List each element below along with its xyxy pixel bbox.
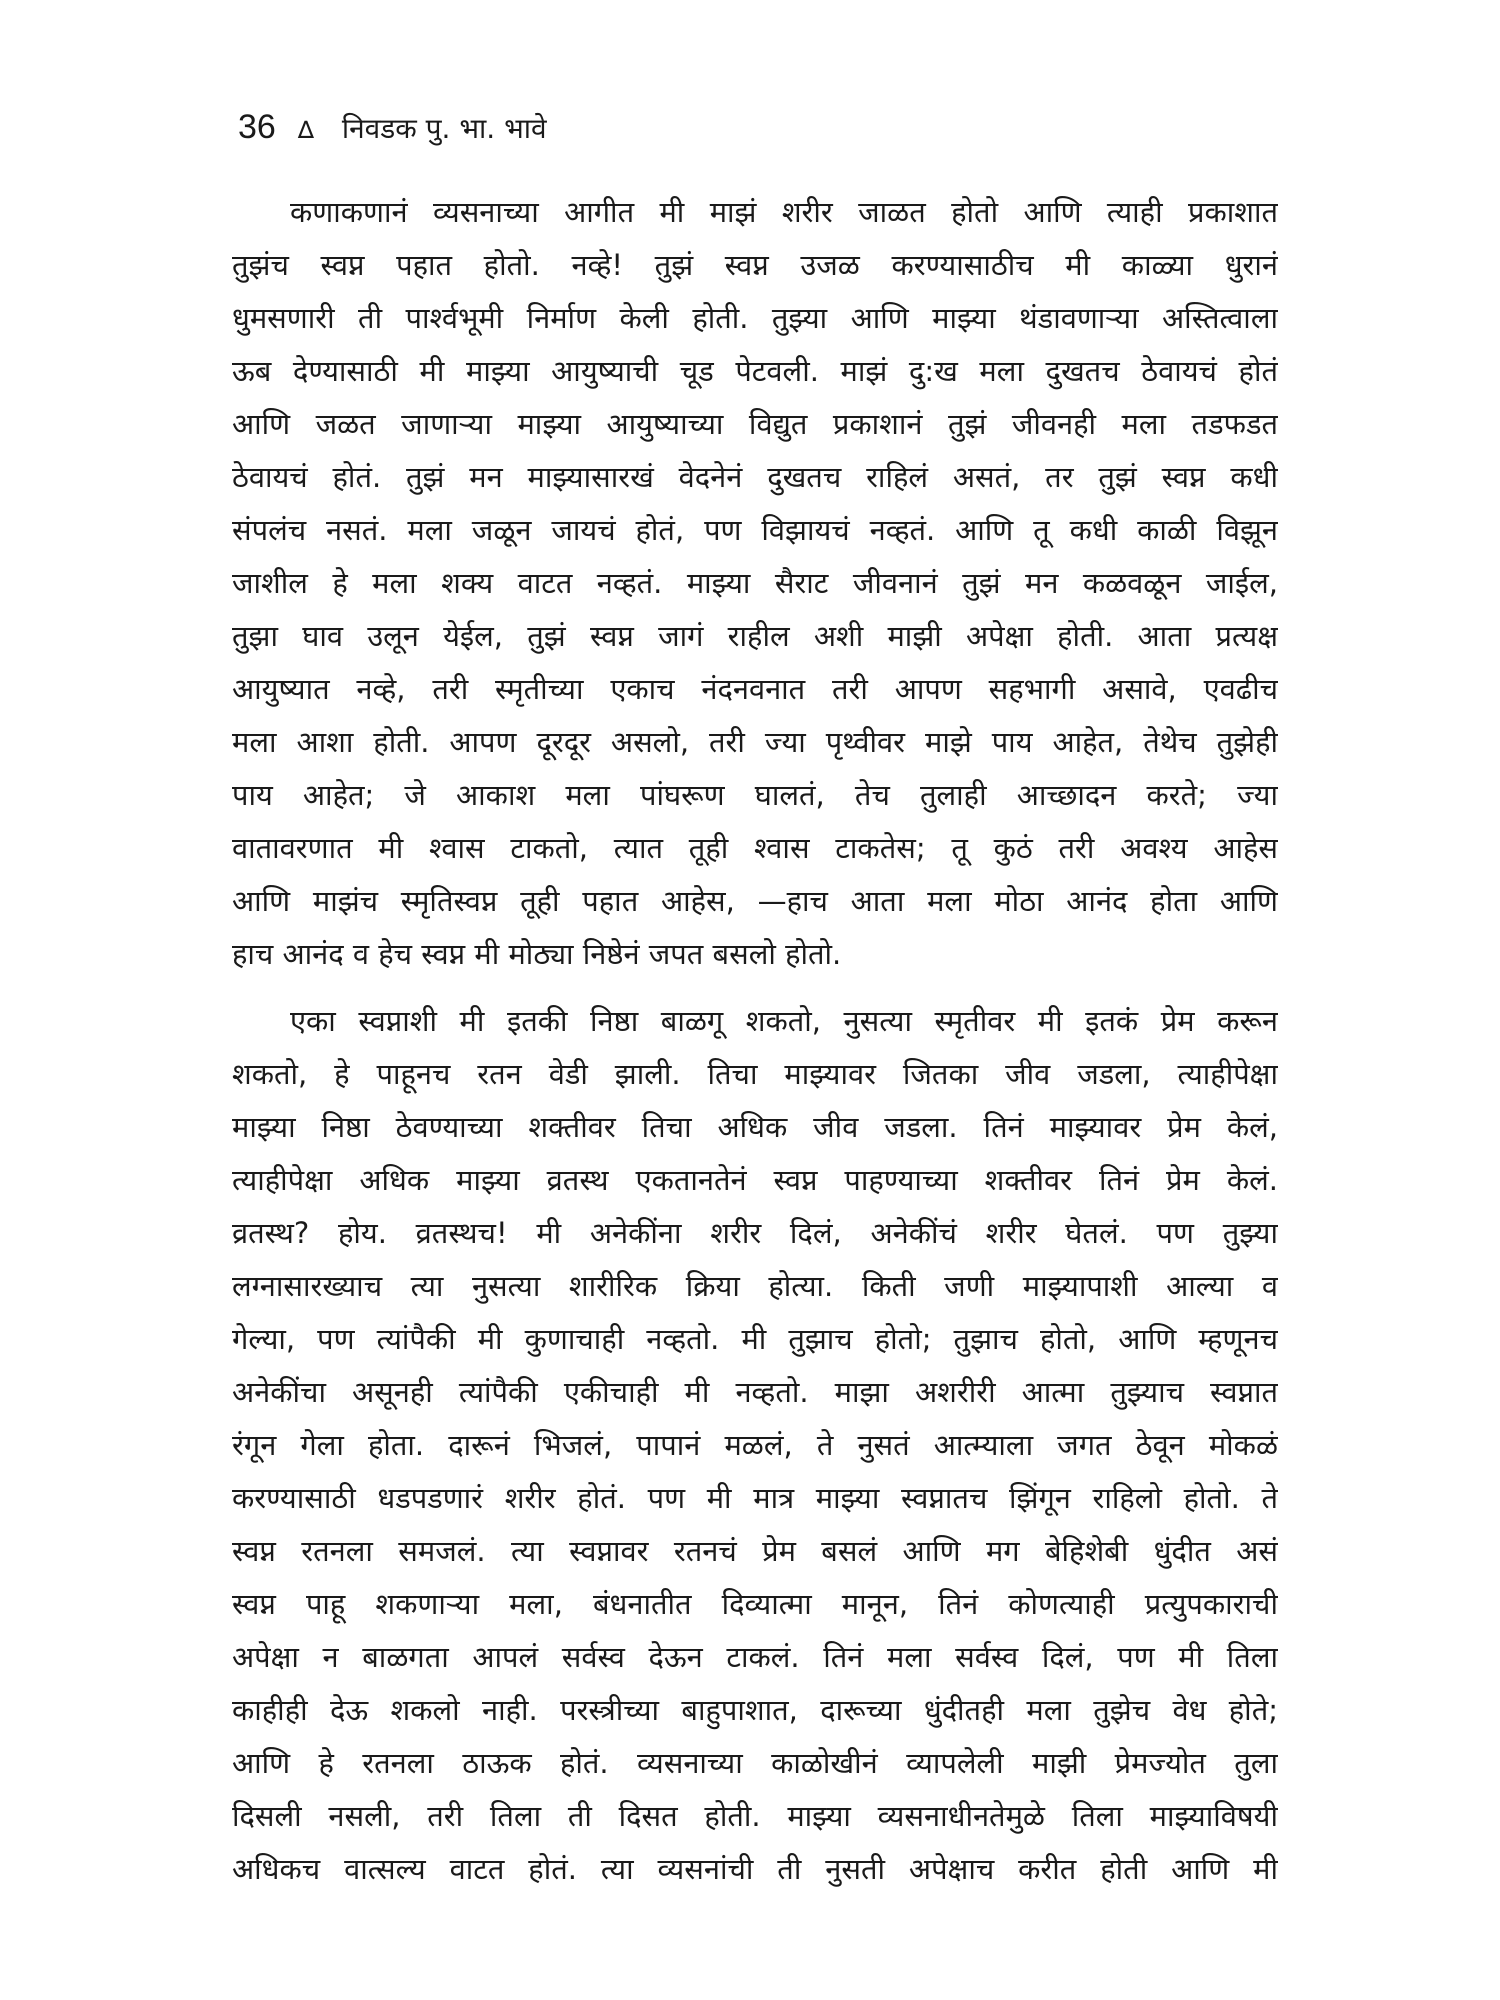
text-line: आणि माझंच स्मृतिस्वप्न तूही पहात आहेस, —हाच आता मला मोठा आनंद होता आणि xyxy=(232,884,1278,918)
text-line: शकतो, हे पाहूनच रतन वेडी झाली. तिचा माझ्यावर जितका जीव जडला, त्याहीपेक्षा xyxy=(232,1057,1278,1091)
text-line: गेल्या, पण त्यांपैकी मी कुणाचाही नव्हतो. मी तुझाच होतो; तुझाच होतो, आणि म्हणूनच xyxy=(232,1322,1278,1356)
text-line: जाशील हे मला शक्य वाटत नव्हतं. माझ्या सैराट जीवनानं तुझं मन कळवळून जाईल, xyxy=(232,566,1278,600)
text-line: अधिकच वात्सल्य वाटत होतं. त्या व्यसनांची ती नुसती अपेक्षाच करीत होती आणि मी xyxy=(232,1852,1278,1886)
paragraph-2 xyxy=(232,995,1278,1896)
text-line: तुझंच स्वप्न पहात होतो. नव्हे! तुझं स्वप्न उजळ करण्यासाठीच मी काळ्या धुरानं xyxy=(232,248,1278,282)
text-line: स्वप्न पाहू शकणाऱ्या मला, बंधनातीत दिव्यात्मा मानून, तिनं कोणत्याही प्रत्युपकाराची xyxy=(232,1587,1278,1621)
paragraph-spacer xyxy=(232,981,1278,995)
text-line: अपेक्षा न बाळगता आपलं सर्वस्व देऊन टाकलं. तिनं मला सर्वस्व दिलं, पण मी तिला xyxy=(232,1640,1278,1674)
text-line: ऊब देण्यासाठी मी माझ्या आयुष्याची चूड पेटवली. माझं दु:ख मला दुखतच ठेवायचं होतं xyxy=(232,354,1278,388)
text-line: त्याहीपेक्षा अधिक माझ्या व्रतस्थ एकतानतेनं स्वप्न पाहण्याच्या शक्तीवर तिनं प्रेम केलं. xyxy=(232,1163,1278,1197)
paragraph-1 xyxy=(232,186,1278,981)
text-line: लग्नासारख्याच त्या नुसत्या शारीरिक क्रिया होत्या. किती जणी माझ्यापाशी आल्या व xyxy=(232,1269,1278,1303)
text-line: एका स्वप्नाशी मी इतकी निष्ठा बाळगू शकतो, नुसत्या स्मृतीवर मी इतकं प्रेम करून xyxy=(290,1004,1278,1038)
text-line: हाच आनंद व हेच स्वप्न मी मोठ्या निष्ठेनं जपत बसलो होतो. xyxy=(232,937,842,971)
text-line: दिसली नसली, तरी तिला ती दिसत होती. माझ्या व्यसनाधीनतेमुळे तिला माझ्याविषयी xyxy=(232,1799,1278,1833)
text-line: स्वप्न रतनला समजलं. त्या स्वप्नावर रतनचं प्रेम बसलं आणि मग बेहिशेबी धुंदीत असं xyxy=(232,1534,1278,1568)
text-line: माझ्या निष्ठा ठेवण्याच्या शक्तीवर तिचा अधिक जीव जडला. तिनं माझ्यावर प्रेम केलं, xyxy=(232,1110,1278,1144)
book-title: निवडक पु. भा. भावे xyxy=(341,112,547,145)
text-line: आणि हे रतनला ठाऊक होतं. व्यसनाच्या काळोखीनं व्यापलेली माझी प्रेमज्योत तुला xyxy=(232,1746,1278,1780)
text-line: अनेकींचा असूनही त्यांपैकी एकीचाही मी नव्हतो. माझा अशरीरी आत्मा तुझ्याच स्वप्नात xyxy=(232,1375,1278,1409)
text-line: व्रतस्थ? होय. व्रतस्थच! मी अनेकींना शरीर दिलं, अनेकींचं शरीर घेतलं. पण तुझ्या xyxy=(232,1216,1278,1250)
text-line: वातावरणात मी श्वास टाकतो, त्यात तूही श्वास टाकतेस; तू कुठं तरी अवश्य आहेस xyxy=(232,831,1278,865)
text-line: रंगून गेला होता. दारूनं भिजलं, पापानं मळलं, ते नुसतं आत्म्याला जगत ठेवून मोकळं xyxy=(232,1428,1278,1462)
page-number: 36 xyxy=(238,108,276,146)
text-line: करण्यासाठी धडपडणारं शरीर होतं. पण मी मात्र माझ्या स्वप्नातच झिंगून राहिलो होतो. ते xyxy=(232,1481,1278,1515)
text-line: आयुष्यात नव्हे, तरी स्मृतीच्या एकाच नंदनवनात तरी आपण सहभागी असावे, एवढीच xyxy=(232,672,1278,706)
body-text xyxy=(232,186,1278,1896)
text-line: तुझा घाव उलून येईल, तुझं स्वप्न जागं राहील अशी माझी अपेक्षा होती. आता प्रत्यक्ष xyxy=(232,619,1278,653)
text-line: धुमसणारी ती पार्श्वभूमी निर्माण केली होती. तुझ्या आणि माझ्या थंडावणाऱ्या अस्तित्वाला xyxy=(232,301,1278,335)
text-line: पाय आहेत; जे आकाश मला पांघरूण घालतं, तेच तुलाही आच्छादन करते; ज्या xyxy=(232,778,1278,812)
triangle-separator-icon: ∆ xyxy=(297,116,314,144)
text-line: काहीही देऊ शकलो नाही. परस्त्रीच्या बाहुपाशात, दारूच्या धुंदीतही मला तुझेच वेध होते; xyxy=(232,1693,1278,1727)
text-line: आणि जळत जाणाऱ्या माझ्या आयुष्याच्या विद्युत प्रकाशानं तुझं जीवनही मला तडफडत xyxy=(232,407,1278,441)
running-header xyxy=(238,108,547,152)
text-line: ठेवायचं होतं. तुझं मन माझ्यासारखं वेदनेनं दुखतच राहिलं असतं, तर तुझं स्वप्न कधी xyxy=(232,460,1278,494)
text-line: कणाकणानं व्यसनाच्या आगीत मी माझं शरीर जाळत होतो आणि त्याही प्रकाशात xyxy=(290,195,1278,229)
text-line: संपलंच नसतं. मला जळून जायचं होतं, पण विझायचं नव्हतं. आणि तू कधी काळी विझून xyxy=(232,513,1278,547)
text-line: मला आशा होती. आपण दूरदूर असलो, तरी ज्या पृथ्वीवर माझे पाय आहेत, तेथेच तुझेही xyxy=(232,725,1278,759)
